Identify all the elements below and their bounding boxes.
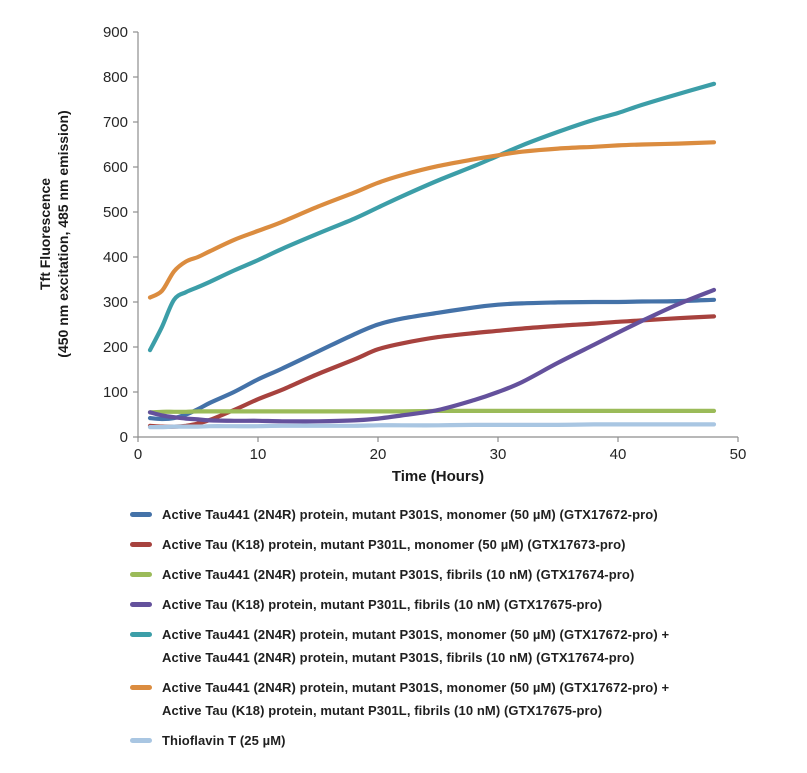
legend-label bbox=[162, 593, 602, 616]
legend-swatch bbox=[130, 685, 152, 690]
legend-item bbox=[130, 623, 807, 669]
legend-label bbox=[162, 729, 286, 752]
y-tick-label: 500 bbox=[102, 204, 128, 221]
legend-label-line: Active Tau441 (2N4R) protein, mutant P301S, monomer (50 µM) (GTX17672-pro) + bbox=[162, 680, 670, 695]
legend-label bbox=[162, 563, 634, 586]
series-line-5 bbox=[150, 142, 714, 297]
legend-label-line: Active Tau (K18) protein, mutant P301L, fibrils (10 nM) (GTX17675-pro) bbox=[162, 703, 603, 718]
x-tick-label: 30 bbox=[489, 446, 507, 463]
x-axis-title: Time (Hours) bbox=[391, 468, 485, 485]
legend-swatch bbox=[130, 602, 152, 607]
plot-area bbox=[103, 24, 746, 463]
y-axis-title-line1: Tft Fluorescence bbox=[37, 177, 53, 291]
legend-swatch bbox=[130, 738, 152, 743]
legend-item bbox=[130, 593, 807, 616]
x-tick-label: 50 bbox=[729, 446, 747, 463]
axis-lines bbox=[138, 32, 738, 437]
series-line-3 bbox=[150, 290, 714, 421]
legend-swatch bbox=[130, 572, 152, 577]
legend-label bbox=[162, 503, 658, 526]
legend-label bbox=[162, 533, 626, 556]
legend-label bbox=[162, 623, 669, 669]
legend-label-line: Active Tau (K18) protein, mutant P301L, fibrils (10 nM) (GTX17675-pro) bbox=[162, 597, 603, 612]
y-tick-label: 100 bbox=[102, 384, 128, 401]
y-tick-label: 400 bbox=[102, 249, 128, 266]
legend-label-line: Thioflavin T (25 µM) bbox=[162, 733, 286, 748]
series-line-6 bbox=[150, 424, 714, 427]
series-line-0 bbox=[150, 300, 714, 419]
y-tick-label: 300 bbox=[102, 294, 128, 311]
y-tick-label: 900 bbox=[102, 24, 128, 41]
y-tick-label: 0 bbox=[119, 429, 128, 446]
x-tick-label: 20 bbox=[369, 446, 387, 463]
series-line-4 bbox=[150, 84, 714, 350]
legend-label-line: Active Tau441 (2N4R) protein, mutant P301S, fibrils (10 nM) (GTX17674-pro) bbox=[162, 567, 635, 582]
y-axis-title-line2: (450 nm excitation, 485 nm emission) bbox=[55, 110, 71, 358]
legend-label bbox=[162, 676, 669, 722]
legend-item bbox=[130, 533, 807, 556]
chart-legend bbox=[0, 503, 807, 752]
y-tick-label: 200 bbox=[102, 339, 128, 356]
legend-item bbox=[130, 563, 807, 586]
x-tick-label: 40 bbox=[609, 446, 627, 463]
legend-swatch bbox=[130, 512, 152, 517]
y-tick-label: 700 bbox=[102, 114, 128, 131]
legend-item bbox=[130, 729, 807, 752]
legend-swatch bbox=[130, 632, 152, 637]
legend-swatch bbox=[130, 542, 152, 547]
x-tick-label: 10 bbox=[249, 446, 267, 463]
x-tick-label: 0 bbox=[133, 446, 143, 463]
legend-label-line: Active Tau441 (2N4R) protein, mutant P301S, monomer (50 µM) (GTX17672-pro) + bbox=[162, 627, 670, 642]
legend-item bbox=[130, 503, 807, 526]
legend-label-line: Active Tau (K18) protein, mutant P301L, monomer (50 µM) (GTX17673-pro) bbox=[162, 537, 626, 552]
legend-label-line: Active Tau441 (2N4R) protein, mutant P301S, monomer (50 µM) (GTX17672-pro) bbox=[162, 507, 658, 522]
legend-label-line: Active Tau441 (2N4R) protein, mutant P301S, fibrils (10 nM) (GTX17674-pro) bbox=[162, 650, 635, 665]
y-tick-label: 600 bbox=[102, 159, 128, 176]
y-tick-label: 800 bbox=[102, 69, 128, 86]
legend-item bbox=[130, 676, 807, 722]
